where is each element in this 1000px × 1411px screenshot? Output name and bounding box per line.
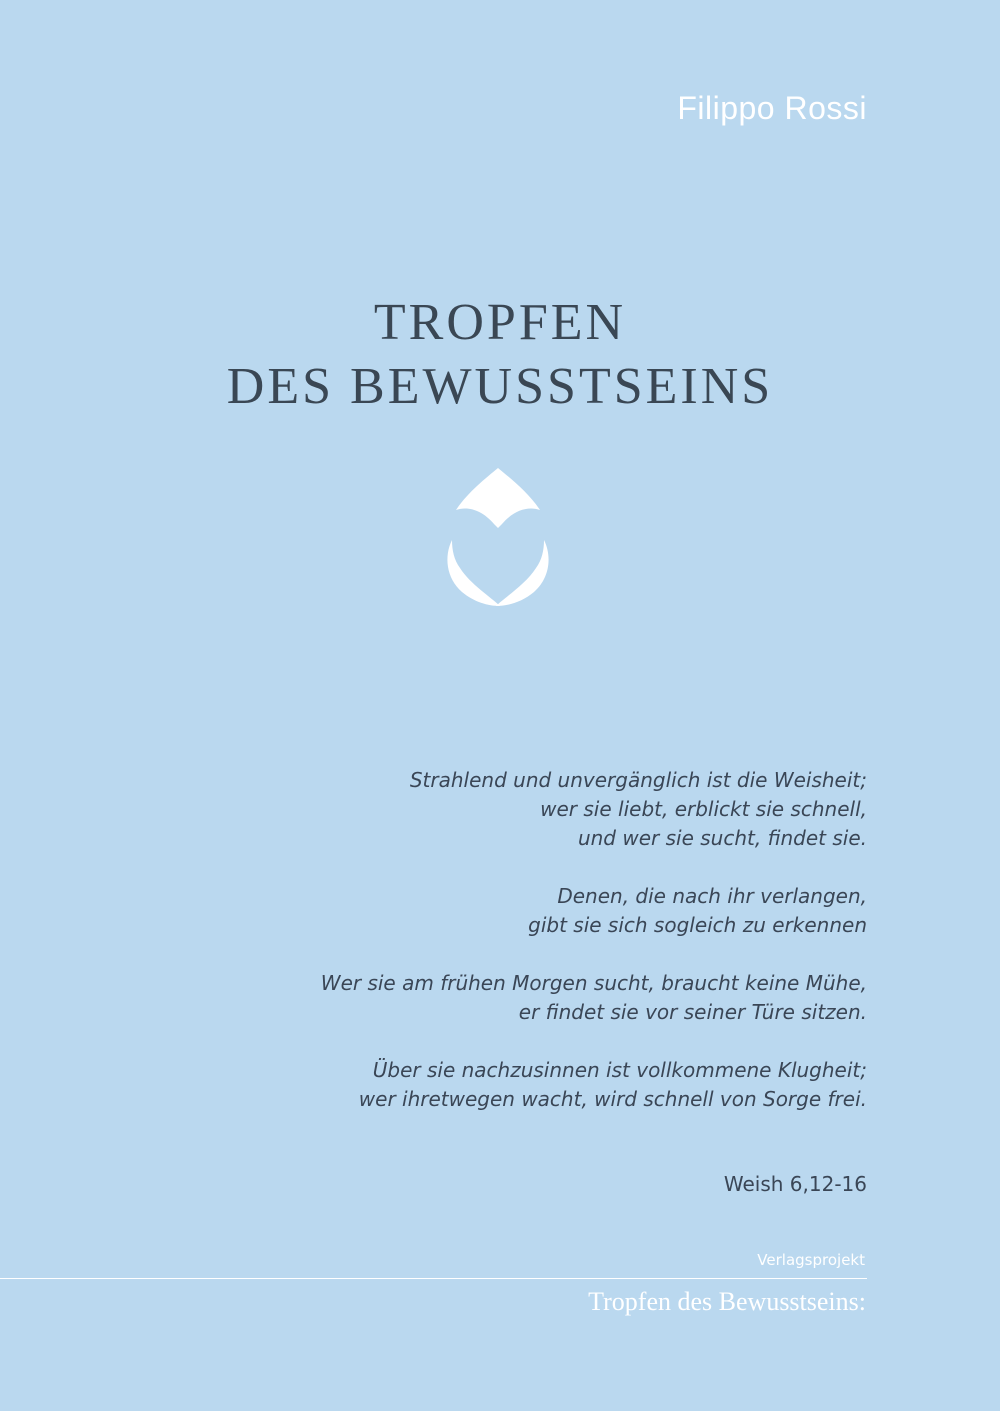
poem-line: er findet sie vor seiner Türe sitzen. xyxy=(518,1000,867,1024)
footer-divider xyxy=(0,1278,867,1279)
water-drop-heart-icon xyxy=(444,468,552,608)
poem-stanza xyxy=(321,882,867,940)
book-title-line-2: DES BEWUSSTSEINS xyxy=(226,358,774,415)
poem-line: Wer sie am frühen Morgen sucht, braucht keine Mühe, xyxy=(320,971,867,995)
poem-stanza xyxy=(321,766,867,853)
poem-line: wer sie liebt, erblickt sie schnell, xyxy=(540,797,867,821)
publisher-label: Verlagsprojekt xyxy=(757,1251,865,1269)
bible-reference: Weish 6,12-16 xyxy=(723,1172,867,1196)
poem-line: Denen, die nach ihr verlangen, xyxy=(557,884,867,908)
author-name: Filippo Rossi xyxy=(677,90,867,126)
poem-stanza xyxy=(321,1056,867,1114)
poem-line: Strahlend und unvergänglich ist die Weisheit; xyxy=(409,768,867,792)
poem xyxy=(321,766,867,1143)
series-title: Tropfen des Bewusstseins: xyxy=(588,1287,866,1316)
poem-line: wer ihretwegen wacht, wird schnell von Sorge frei. xyxy=(358,1087,867,1111)
poem-line: und wer sie sucht, findet sie. xyxy=(577,826,867,850)
poem-stanza xyxy=(321,969,867,1027)
book-title-line-1: TROPFEN xyxy=(373,294,627,351)
poem-line: Über sie nachzusinnen ist vollkommene Klugheit; xyxy=(372,1058,867,1082)
poem-line: gibt sie sich sogleich zu erkennen xyxy=(528,913,867,937)
